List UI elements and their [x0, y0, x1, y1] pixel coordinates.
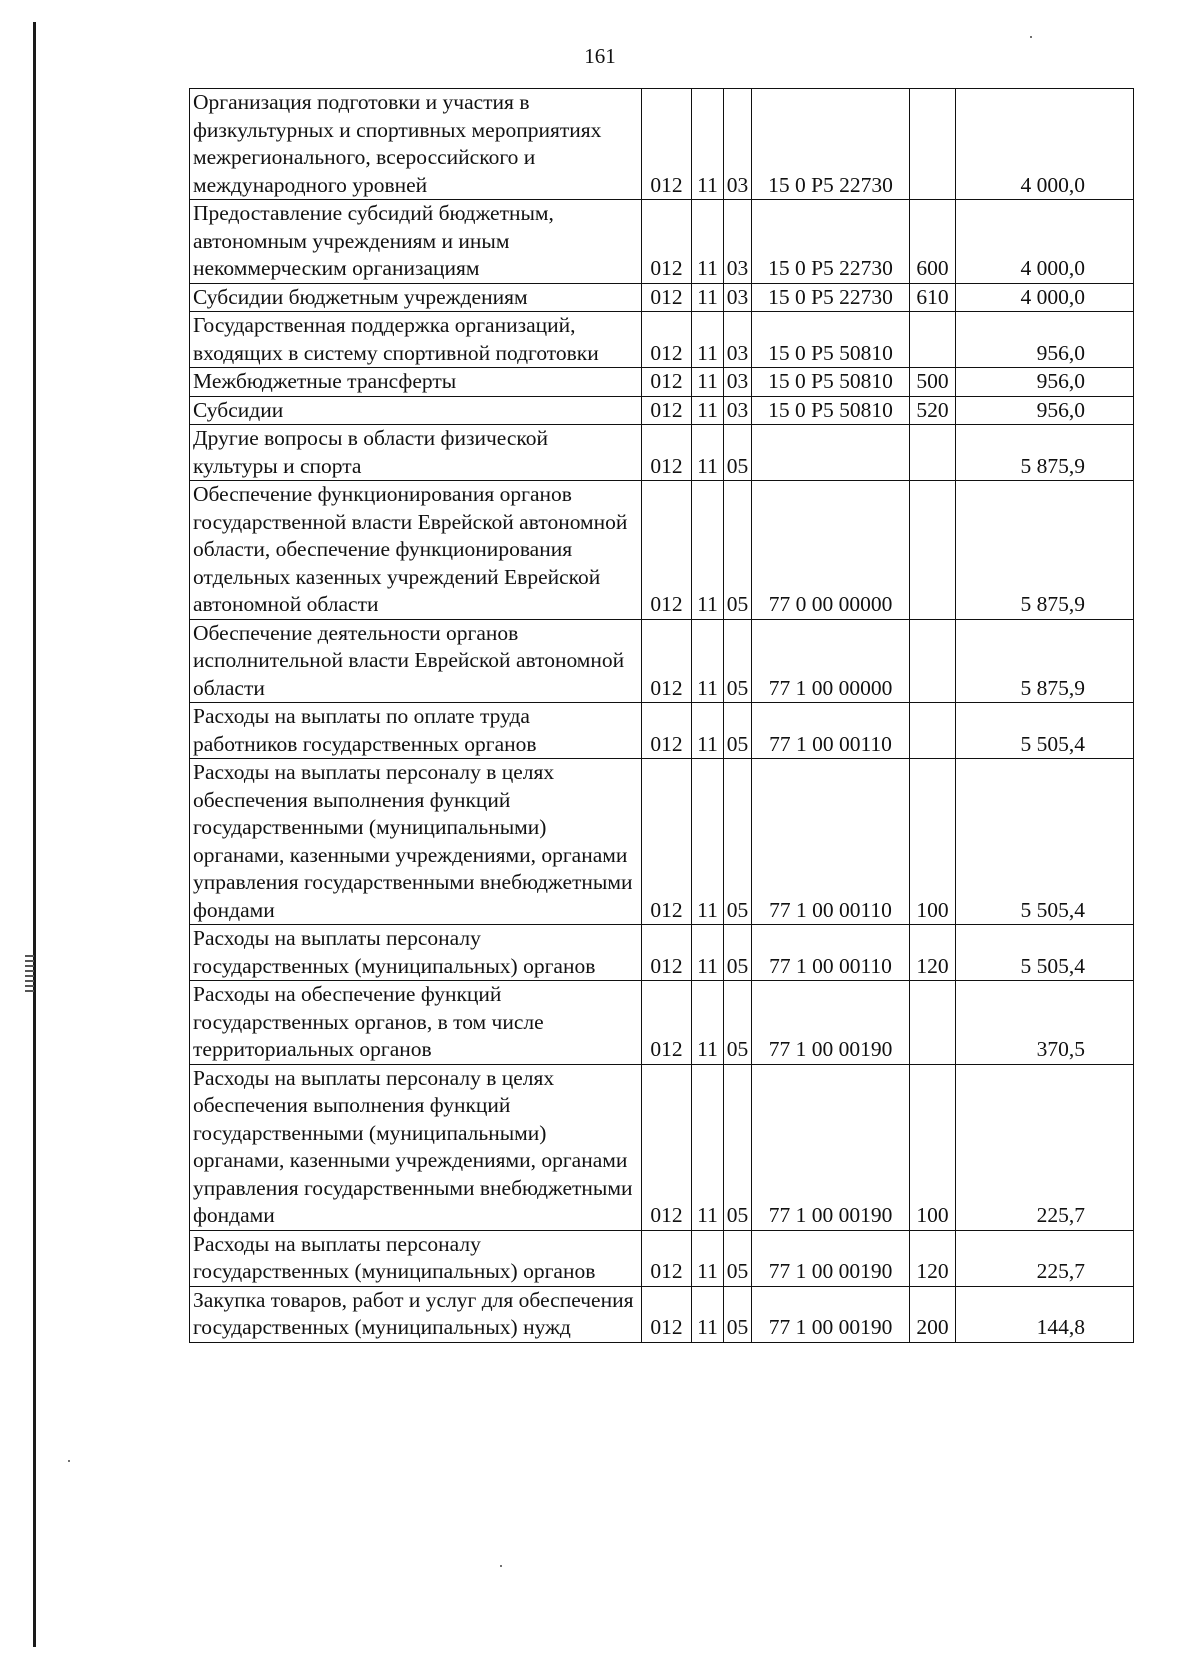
amount-cell: 956,0	[956, 312, 1134, 368]
section-code-cell: 11	[692, 312, 724, 368]
ministry-code-cell: 012	[642, 200, 692, 284]
table-row	[190, 200, 1134, 284]
target-article-cell: 15 0 Р5 22730	[752, 200, 910, 284]
expense-type-cell	[910, 481, 956, 620]
ministry-code-cell: 012	[642, 312, 692, 368]
target-article-cell: 77 0 00 00000	[752, 481, 910, 620]
subsection-code-cell: 05	[724, 1230, 752, 1286]
amount-cell: 956,0	[956, 396, 1134, 425]
target-article-cell: 15 0 Р5 50810	[752, 368, 910, 397]
row-name-cell: Обеспечение деятельности органов исполнительной власти Еврейской автономной области	[190, 619, 642, 703]
amount-cell: 5 505,4	[956, 703, 1134, 759]
section-code-cell: 11	[692, 981, 724, 1065]
ministry-code-cell: 012	[642, 396, 692, 425]
target-article-cell: 77 1 00 00190	[752, 1286, 910, 1342]
section-code-cell: 11	[692, 1230, 724, 1286]
section-code-cell: 11	[692, 283, 724, 312]
subsection-code-cell: 05	[724, 703, 752, 759]
row-name-cell: Межбюджетные трансферты	[190, 368, 642, 397]
ministry-code-cell: 012	[642, 283, 692, 312]
row-name-cell: Расходы на выплаты персоналу государственных (муниципальных) органов	[190, 925, 642, 981]
target-article-cell: 77 1 00 00110	[752, 925, 910, 981]
subsection-code-cell: 05	[724, 425, 752, 481]
target-article-cell: 77 1 00 00110	[752, 703, 910, 759]
page-number: 161	[584, 44, 616, 68]
table-row	[190, 1286, 1134, 1342]
amount-cell: 5 875,9	[956, 619, 1134, 703]
expense-type-cell: 200	[910, 1286, 956, 1342]
binding-edge-line	[33, 22, 36, 1647]
amount-cell: 370,5	[956, 981, 1134, 1065]
section-code-cell: 11	[692, 1286, 724, 1342]
expense-type-cell: 520	[910, 396, 956, 425]
row-name-cell: Организация подготовки и участия в физкультурных и спортивных мероприятиях межрегионального, всероссийского и международного уровней	[190, 89, 642, 200]
subsection-code-cell: 05	[724, 981, 752, 1065]
scan-artifact	[25, 952, 34, 992]
subsection-code-cell: 05	[724, 619, 752, 703]
scan-speck	[1030, 36, 1032, 38]
expense-type-cell: 610	[910, 283, 956, 312]
subsection-code-cell: 05	[724, 1064, 752, 1230]
target-article-cell: 77 1 00 00110	[752, 759, 910, 925]
ministry-code-cell: 012	[642, 89, 692, 200]
ministry-code-cell: 012	[642, 481, 692, 620]
section-code-cell: 11	[692, 89, 724, 200]
target-article-cell: 15 0 Р5 50810	[752, 312, 910, 368]
table-row	[190, 89, 1134, 200]
row-name-cell: Закупка товаров, работ и услуг для обеспечения государственных (муниципальных) нужд	[190, 1286, 642, 1342]
amount-cell: 5 875,9	[956, 425, 1134, 481]
target-article-cell	[752, 425, 910, 481]
subsection-code-cell: 05	[724, 925, 752, 981]
target-article-cell: 15 0 Р5 22730	[752, 89, 910, 200]
expense-type-cell: 120	[910, 1230, 956, 1286]
subsection-code-cell: 03	[724, 200, 752, 284]
amount-cell: 225,7	[956, 1230, 1134, 1286]
table-row	[190, 425, 1134, 481]
target-article-cell: 15 0 Р5 22730	[752, 283, 910, 312]
ministry-code-cell: 012	[642, 368, 692, 397]
amount-cell: 225,7	[956, 1064, 1134, 1230]
table-row	[190, 312, 1134, 368]
row-name-cell: Государственная поддержка организаций, входящих в систему спортивной подготовки	[190, 312, 642, 368]
amount-cell: 956,0	[956, 368, 1134, 397]
ministry-code-cell: 012	[642, 425, 692, 481]
row-name-cell: Расходы на выплаты персоналу государственных (муниципальных) органов	[190, 1230, 642, 1286]
budget-table	[189, 88, 1134, 1343]
row-name-cell: Другие вопросы в области физической культуры и спорта	[190, 425, 642, 481]
table-row	[190, 925, 1134, 981]
subsection-code-cell: 05	[724, 1286, 752, 1342]
expense-type-cell: 100	[910, 759, 956, 925]
expense-type-cell: 100	[910, 1064, 956, 1230]
row-name-cell: Субсидии бюджетным учреждениям	[190, 283, 642, 312]
expense-type-cell	[910, 425, 956, 481]
row-name-cell: Расходы на выплаты персоналу в целях обеспечения выполнения функций государственными (муниципальными) органами, казенными учреждениями, органами управления государственными внебюджетными фондами	[190, 759, 642, 925]
target-article-cell: 77 1 00 00000	[752, 619, 910, 703]
subsection-code-cell: 05	[724, 759, 752, 925]
section-code-cell: 11	[692, 425, 724, 481]
expense-type-cell: 500	[910, 368, 956, 397]
section-code-cell: 11	[692, 759, 724, 925]
ministry-code-cell: 012	[642, 925, 692, 981]
expense-type-cell	[910, 89, 956, 200]
section-code-cell: 11	[692, 396, 724, 425]
row-name-cell: Предоставление субсидий бюджетным, автономным учреждениям и иным некоммерческим организациям	[190, 200, 642, 284]
table-row	[190, 283, 1134, 312]
table-row	[190, 1230, 1134, 1286]
budget-table-body	[190, 89, 1134, 1343]
section-code-cell: 11	[692, 1064, 724, 1230]
amount-cell: 5 875,9	[956, 481, 1134, 620]
expense-type-cell: 120	[910, 925, 956, 981]
amount-cell: 5 505,4	[956, 759, 1134, 925]
section-code-cell: 11	[692, 200, 724, 284]
table-row	[190, 368, 1134, 397]
section-code-cell: 11	[692, 925, 724, 981]
subsection-code-cell: 03	[724, 396, 752, 425]
expense-type-cell	[910, 619, 956, 703]
section-code-cell: 11	[692, 481, 724, 620]
section-code-cell: 11	[692, 368, 724, 397]
scan-speck	[68, 1460, 70, 1462]
amount-cell: 4 000,0	[956, 283, 1134, 312]
table-row	[190, 396, 1134, 425]
row-name-cell: Обеспечение функционирования органов государственной власти Еврейской автономной области, обеспечение функционирования отдельных казенных учреждений Еврейской автономной области	[190, 481, 642, 620]
ministry-code-cell: 012	[642, 703, 692, 759]
table-row	[190, 1064, 1134, 1230]
ministry-code-cell: 012	[642, 1064, 692, 1230]
amount-cell: 5 505,4	[956, 925, 1134, 981]
expense-type-cell	[910, 981, 956, 1065]
target-article-cell: 77 1 00 00190	[752, 1064, 910, 1230]
expense-type-cell	[910, 312, 956, 368]
table-row	[190, 981, 1134, 1065]
amount-cell: 4 000,0	[956, 200, 1134, 284]
ministry-code-cell: 012	[642, 759, 692, 925]
target-article-cell: 15 0 Р5 50810	[752, 396, 910, 425]
table-row	[190, 759, 1134, 925]
table-row	[190, 619, 1134, 703]
row-name-cell: Расходы на выплаты по оплате труда работников государственных органов	[190, 703, 642, 759]
ministry-code-cell: 012	[642, 981, 692, 1065]
subsection-code-cell: 03	[724, 283, 752, 312]
row-name-cell: Расходы на обеспечение функций государственных органов, в том числе территориальных органов	[190, 981, 642, 1065]
ministry-code-cell: 012	[642, 1286, 692, 1342]
target-article-cell: 77 1 00 00190	[752, 1230, 910, 1286]
table-row	[190, 481, 1134, 620]
subsection-code-cell: 03	[724, 368, 752, 397]
target-article-cell: 77 1 00 00190	[752, 981, 910, 1065]
ministry-code-cell: 012	[642, 619, 692, 703]
section-code-cell: 11	[692, 703, 724, 759]
ministry-code-cell: 012	[642, 1230, 692, 1286]
subsection-code-cell: 03	[724, 89, 752, 200]
expense-type-cell: 600	[910, 200, 956, 284]
row-name-cell: Субсидии	[190, 396, 642, 425]
amount-cell: 4 000,0	[956, 89, 1134, 200]
section-code-cell: 11	[692, 619, 724, 703]
table-row	[190, 703, 1134, 759]
amount-cell: 144,8	[956, 1286, 1134, 1342]
row-name-cell: Расходы на выплаты персоналу в целях обеспечения выполнения функций государственными (муниципальными) органами, казенными учреждениями, органами управления государственными внебюджетными фондами	[190, 1064, 642, 1230]
subsection-code-cell: 03	[724, 312, 752, 368]
expense-type-cell	[910, 703, 956, 759]
scan-speck	[500, 1565, 502, 1567]
subsection-code-cell: 05	[724, 481, 752, 620]
